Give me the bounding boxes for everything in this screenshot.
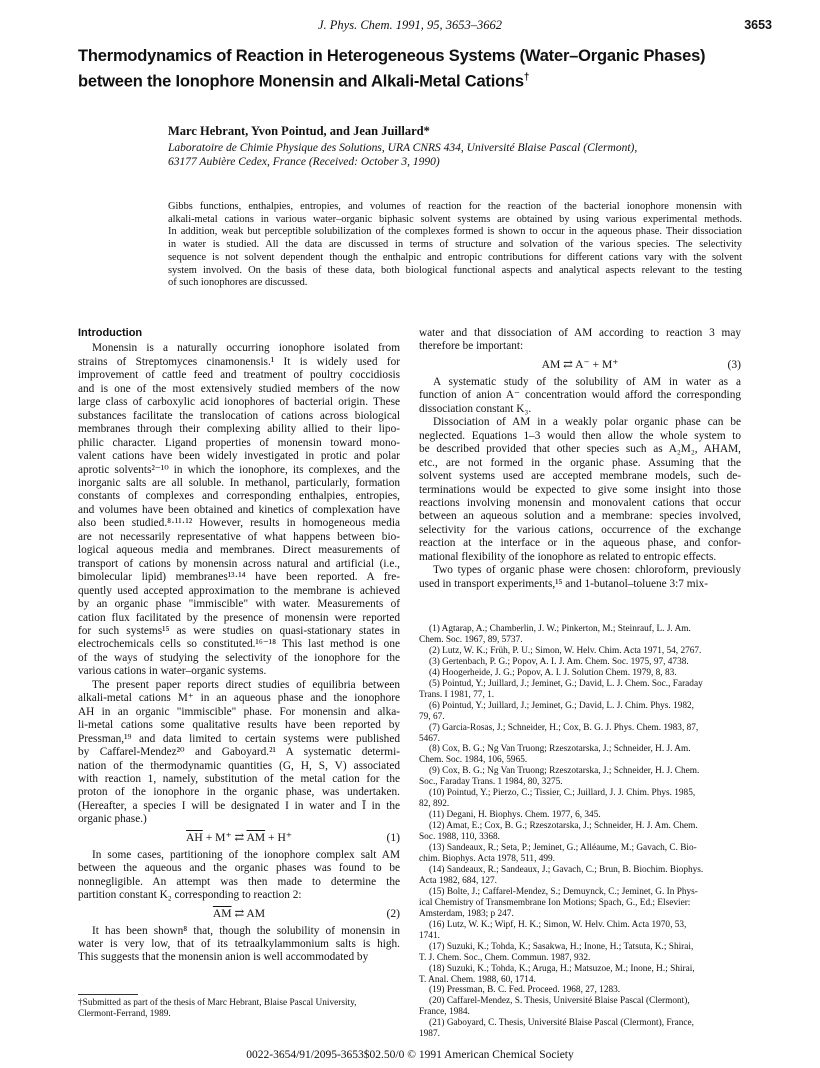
reference-line: (11) Degani, H. Biophys. Chem. 1977, 6, 345. [429, 810, 601, 821]
text-line: electrochemicals cells so constituted.¹⁶⁻¹⁸ This last method is one [78, 638, 400, 651]
affiliation-line-2: 63177 Aubière Cedex, France (Received: October 3, 1990) [168, 156, 440, 168]
affiliation-line-1: Laboratoire de Chimie Physique des Solutions, URA CNRS 434, Université Blaise Pascal (Clermont), [168, 142, 638, 154]
text-line: It has been shown⁸ that, though the solubility of monensin in [92, 924, 400, 937]
text-line: reactions involving monensin and monovalent cations that occur [419, 496, 741, 509]
intro-paragraph-2 [78, 679, 400, 827]
text-line: quently used accepted approximation to the membrane is achieved [78, 584, 400, 597]
text-line: In some cases, partitioning of the ionophore complex salt AM [92, 848, 400, 861]
text-line: between an aqueous solution and a membrane: species involved, [419, 510, 741, 523]
text-line: also been studied.⁸·¹¹·¹² However, results in homogeneous media [78, 517, 400, 530]
text-line: and volumes have been obtained and kinetics of complexation have [78, 503, 400, 516]
text-line: of the ways of studying the selectivity of the ionophore for the [78, 651, 400, 664]
text-line: for such systems¹⁵ as were studies on quasi-stationary states in [78, 624, 400, 637]
text-line: aprotic solvents²⁻¹⁰ in which the ionophore, its complexes, and the [78, 463, 400, 476]
equation-2 [78, 903, 400, 925]
reference-line: (12) Amat, E.; Cox, B. G.; Rzeszotarska, J.; Schneider, H. J. Am. Chem. [429, 821, 698, 832]
reference-line: chim. Biophys. Acta 1978, 511, 499. [419, 854, 556, 865]
equation-1 [78, 827, 400, 849]
article-title [78, 46, 778, 93]
text-line: are not necessarily representative of what happens between bio- [78, 530, 400, 543]
text-line: partition constant K₂ corresponding to reaction 2: [78, 889, 302, 902]
page-number: 3653 [744, 18, 772, 32]
text-line: and is one of the most extensively studied members of the now [78, 382, 400, 395]
reference-line: 79, 67. [419, 711, 445, 722]
right-paragraph-2 [419, 376, 741, 416]
text-line: valent cations have been widely investigated in protic and polar [78, 450, 400, 463]
text-line: proton of the ionophore in the organic phase, was undertaken. [78, 786, 400, 799]
text-line: solvent systems used are accepted membrane models, such de- [419, 470, 741, 483]
equation-3-expression: AM ⇄ A⁻ + M⁺ [541, 357, 619, 371]
reference-line: (21) Gaboyard, C. Thesis, Université Blaise Pascal (Clermont), France, [429, 1018, 694, 1029]
text-line: water is very low, that of its tetraalkylammonium salts is high. [78, 938, 400, 951]
reference-line: Amsterdam, 1983; p 247. [419, 908, 514, 919]
reference-line: (10) Pointud, Y.; Pierzo, C.; Tissier, C.; Juillard, J. J. Chim. Phys. 1985, [429, 788, 696, 799]
text-line: reaction at the interface or in the aqueous phase, and confor- [419, 537, 741, 550]
footnote [78, 998, 400, 1020]
reference-line: (13) Sandeaux, R.; Seta, P.; Jeminet, G.; Alléaume, M.; Gavach, C. Bio- [429, 843, 697, 854]
reference-line: (16) Lutz, W. K.; Wipf, H. K.; Simon, W. Helv. Chim. Acta 1970, 53, [429, 919, 687, 930]
text-line: substances facilitate the translocation of cations across biological [78, 409, 400, 422]
journal-citation: J. Phys. Chem. 1991, 95, 3653–3662 [317, 18, 502, 32]
reference-line: Trans. I 1981, 77, 1. [419, 689, 495, 700]
text-line: between the aqueous and the organic phases was found to be [78, 862, 400, 875]
text-line: terminations would be expected to give some insight into those [419, 483, 741, 496]
text-line: (Hereafter, a species I will be designated I in water and Ī in the [78, 799, 400, 812]
abstract-line: in water is studied. All the data are discussed in terms of structure and solvation of the various species. The selectivity [168, 239, 742, 251]
reference-line: (15) Bolte, J.; Caffarel-Mendez, S.; Demuynck, C.; Jeminet, G. In Phys- [429, 886, 698, 897]
reference-line: Chem. Soc. 1984, 106, 5965. [419, 755, 528, 766]
text-line: nation of the thermodynamic quantities (G, H, S, V) associated [78, 759, 400, 772]
text-line: AH in an organic "immiscible" phase. For monensin and alka- [78, 705, 400, 718]
text-line: Two types of organic phase were chosen: chloroform, previously [433, 564, 741, 577]
reference-line: (5) Pointud, Y.; Juillard, J.; Jeminet, G.; David, L. J. Chem. Soc., Faraday [429, 678, 703, 689]
reference-line: 1741. [419, 930, 440, 941]
text-line: with reaction 1, namely, substitution of the metal cation for the [78, 772, 400, 785]
reference-line: ical Chemistry of Transmembrane Ion Motions; Spach, G., Ed.; Elsevier: [419, 897, 691, 908]
reference-line: (19) Pressman, B. C. Fed. Proceed. 1968, 27, 1283. [429, 985, 621, 996]
text-line: selectivity for the various cations, occurrence of the exchange [419, 523, 741, 536]
right-paragraph-3 [419, 416, 741, 564]
equation-1-expression: $\overline{AH} + M^+$ ⇄ $\overline{AM} + H^+$ [186, 830, 292, 844]
footnote-line: Clermont-Ferrand, 1989. [78, 1009, 171, 1019]
reference-line: (9) Cox, B. G.; Ng Van Truong; Rzeszotarska, J.; Schneider, H. J. Chem. [429, 766, 700, 777]
title-dagger: † [523, 72, 530, 83]
reference-line: (4) Hoogerheide, J. G.; Popov, A. I. J. Solution Chem. 1979, 8, 83. [429, 667, 677, 678]
reference-line: Acta 1982, 684, 127. [419, 875, 497, 886]
abstract-line: system involved. On the basis of these data, both biological functional aspects and analytical aspects relevant to the testing [168, 264, 742, 276]
reference-line: T. J. Chem. Soc., Chem. Commun. 1987, 932. [419, 952, 591, 963]
text-line: organic phase.) [78, 813, 147, 826]
text-line: mational flexibility of the ionophore as related to entropic effects. [419, 550, 717, 563]
reference-line: 82, 892. [419, 799, 450, 810]
reference-line: 1987. [419, 1029, 440, 1040]
section-heading-introduction: Introduction [78, 327, 143, 339]
running-head [0, 18, 820, 36]
intro-paragraph-3 [78, 849, 400, 903]
reference-line: (8) Cox, B. G.; Ng Van Truong; Rzeszotarska, J.; Schneider, H. J. Am. [429, 744, 691, 755]
text-line: various cations in water–organic systems. [78, 665, 267, 678]
reference-line: France, 1984. [419, 1007, 470, 1018]
left-column [78, 327, 400, 965]
equation-2-number: (2) [386, 906, 400, 920]
text-line: A systematic study of the solubility of AM in water as a [433, 375, 741, 388]
abstract-line: sequence is not solvent dependent though the enthalpic and entropic contributions for different cations vary with the solvent [168, 251, 742, 263]
title-line-2: between the Ionophore Monensin and Alkali-Metal Cations† [78, 72, 530, 91]
affiliation [168, 141, 637, 169]
intro-paragraph-1 [78, 342, 400, 678]
equation-3 [419, 354, 741, 376]
equation-3-number: (3) [727, 357, 741, 371]
reference-list [419, 624, 741, 1040]
equation-2-expression: $\overline{AM}$ ⇄ AM [212, 906, 266, 920]
reference-line: (14) Sandeaux, R.; Sandeaux, J.; Gavach, C.; Brun, B. Biochim. Biophys. [429, 864, 704, 875]
text-line: large class of carboxylic acid ionophores of bacterial origin. These [78, 396, 400, 409]
author-list: Marc Hebrant, Yvon Pointud, and Jean Juillard* [168, 124, 430, 138]
right-paragraph-1 [419, 327, 741, 354]
reference-line: (2) Lutz, W. K.; Früh, P. U.; Simon, W. Helv. Chim. Acta 1971, 54, 2767. [429, 645, 702, 656]
text-line: by Caffarel-Mendez²⁰ and Gaboyard.²¹ A systematic determi- [78, 746, 400, 759]
reference-line: T. Anal. Chem. 1988, 60, 1714. [419, 974, 536, 985]
reference-line: (17) Suzuki, K.; Tohda, K.; Sasakwa, H.; Inone, H.; Tatsuta, K.; Shirai, [429, 941, 694, 952]
text-line: alkali-metal cations M⁺ in an aqueous phase and the ionophore [78, 692, 400, 705]
text-line: improvement of cattle feed and treatment of poultry coccidiosis [78, 369, 400, 382]
reference-line: Soc., Faraday Trans. 1 1984, 80, 3275. [419, 777, 563, 788]
page-footer: 0022-3654/91/2095-3653$02.50/0 © 1991 American Chemical Society [246, 1049, 574, 1061]
text-line: logical aqueous media and membranes. Direct measurements of [78, 544, 400, 557]
text-line: membranes through their complexing ability allied to their lipo- [78, 423, 400, 436]
text-line: water and that dissociation of AM according to reaction 3 may [419, 327, 741, 339]
text-line: function of anion A⁻ concentration would afford the corresponding [419, 389, 741, 402]
text-line: bimolecular lipid) membranes¹³·¹⁴ have been reported. A fre- [78, 571, 400, 584]
text-line: inorganic salts are all soluble. In methanol, particularly, formation [78, 476, 400, 489]
abstract-line: of such ionophores are discussed. [168, 277, 308, 289]
reference-line: (18) Suzuki, K.; Tohda, K.; Aruga, H.; Matsuzoe, M.; Inone, H.; Shirai, [429, 963, 695, 974]
reference-line: (7) Garcia-Rosas, J.; Schneider, H.; Cox, B. G. J. Phys. Chem. 1983, 87, [429, 722, 699, 733]
reference-line: (1) Agtarap, A.; Chamberlin, J. W.; Pinkerton, M.; Steinrauf, L. J. Am. [429, 624, 691, 634]
text-line: used in transport experiments,¹⁵ and 1-butanol–toluene 3:7 mix- [419, 577, 709, 590]
reference-line: (20) Caffarel-Mendez, S. Thesis, Université Blaise Pascal (Clermont), [429, 996, 690, 1007]
text-line: philic character. Ligand properties of monensin toward mono- [78, 436, 400, 449]
reference-line: 5467. [419, 733, 440, 744]
text-line: constants of complexes and corresponding enthalpies, entropies, [78, 490, 400, 503]
text-line: Monensin is a naturally occurring ionophore isolated from [92, 342, 400, 355]
text-line: The present paper reports direct studies of equilibria between [92, 678, 400, 691]
reference-line: (6) Pointud, Y.; Juillard, J.; Jeminet, G.; David, L. J. Chim. Phys. 1982, [429, 700, 694, 711]
text-line: therefore be important: [419, 340, 524, 353]
text-line: This suggests that the monensin anion is well accommodated by [78, 951, 369, 964]
right-paragraph-4 [419, 564, 741, 591]
right-column [419, 327, 741, 591]
intro-paragraph-4 [78, 925, 400, 965]
text-line: etc., are not formed in the organic phase. Assuming that the [419, 456, 741, 469]
text-line: neglected. Equations 1–3 would then allow the whole system to [419, 429, 741, 442]
text-line: by an organic phase "immiscible" with water. Measurements of [78, 598, 400, 611]
reference-line: Chem. Soc. 1967, 89, 5737. [419, 634, 523, 645]
abstract-line: In addition, weak but perceptible solubilization of the complexes formed is shown to occur in the aqueous phase. Their dissociation [168, 226, 742, 238]
abstract-line: alkali-metal cations in various water–organic biphasic solvent systems are obtained by using various experimental methods. [168, 213, 742, 225]
text-line: transport of cations by monensin across natural and artificial (i.e., [78, 557, 400, 570]
abstract-line: Gibbs functions, enthalpies, entropies, and volumes of reaction for the reaction of the bacterial ionophore monensin with [168, 201, 742, 212]
text-line: li-metal cations some qualitative results have been reported by [78, 719, 400, 732]
abstract [168, 201, 742, 290]
text-line: be described provided that other species such as A₂M₂, AHAM, [419, 443, 741, 456]
equation-1-number: (1) [386, 830, 400, 844]
reference-line: Soc. 1988, 110, 3368. [419, 832, 501, 843]
text-line: nonnegligible. An attempt was then made to determine the [78, 875, 400, 888]
footnote-line: †Submitted as part of the thesis of Marc Hebrant, Blaise Pascal University, [78, 998, 357, 1008]
text-line: dissociation constant K₃. [419, 402, 532, 415]
title-line-1: Thermodynamics of Reaction in Heterogeneous Systems (Water–Organic Phases) [78, 47, 706, 65]
footnote-rule [78, 994, 138, 995]
text-line: strains of Streptomyces cinamonensis.¹ It is widely used for [78, 355, 400, 368]
text-line: Dissociation of AM in a weakly polar organic phase can be [433, 416, 741, 429]
text-line: Pressman,¹⁹ and data limited to certain systems were published [78, 732, 400, 745]
text-line: cation flux facilitated by the presence of monensin were reported [78, 611, 400, 624]
reference-line: (3) Gertenbach, P. G.; Popov, A. I. J. Am. Chem. Soc. 1975, 97, 4738. [429, 656, 689, 667]
